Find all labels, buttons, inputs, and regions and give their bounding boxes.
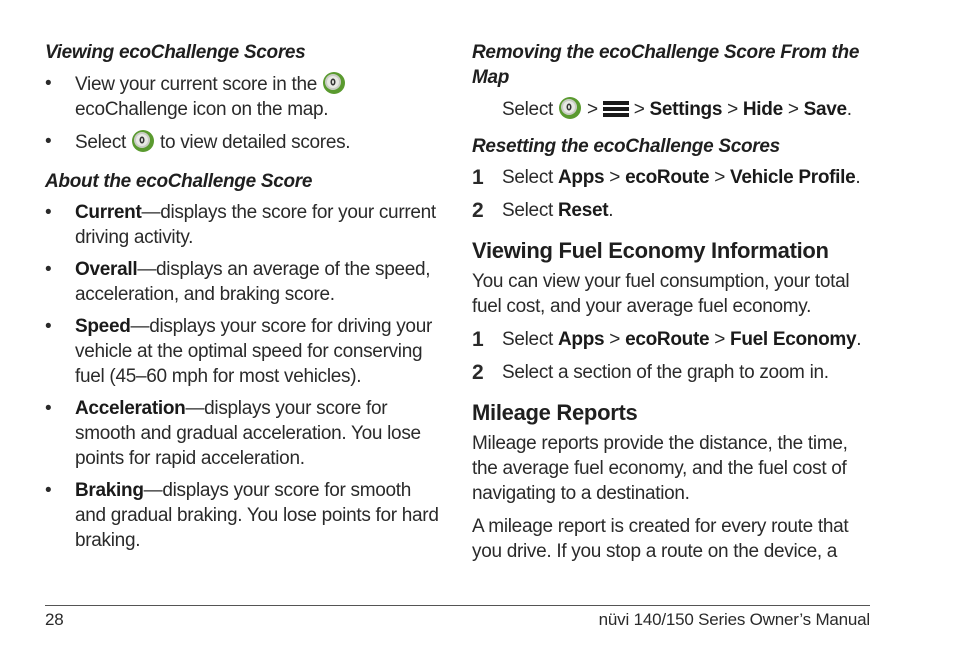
step-item: 1 Select Apps > ecoRoute > Vehicle Profile. [472, 166, 861, 189]
list-item [45, 314, 445, 389]
left-column [45, 40, 445, 560]
list-item-description: —displays the score for your current driving activity. [75, 202, 436, 248]
step-number: 1 [472, 328, 484, 351]
list-item-term: Overall [75, 259, 138, 280]
removing-instruction: Select > > Settings > Hide > Save. [472, 96, 872, 122]
fuel-steps [472, 327, 872, 385]
step-number: 2 [472, 361, 484, 384]
footer-divider [45, 605, 870, 606]
menu-path-item: Fuel Economy [730, 329, 857, 350]
mileage-reports-heading: Mileage Reports [472, 400, 638, 425]
removing-score-heading: Removing the ecoChallenge Score From the Map [472, 42, 860, 88]
list-item-term: Acceleration [75, 398, 186, 419]
list-item-description: —displays your score for driving your vehicle at the optimal speed for conserving fuel (45–60 mph for most vehicles). [75, 316, 432, 387]
page-number: 28 [45, 610, 64, 629]
list-item [45, 396, 445, 471]
menu-path-item: ecoRoute [625, 167, 710, 188]
mileage-paragraph-1: Mileage reports provide the distance, the time, the average fuel economy, and the fuel cost of navigating to a destination. [472, 433, 848, 504]
step-number: 1 [472, 166, 484, 189]
reset-steps [472, 165, 872, 223]
menu-path-item: Apps [558, 329, 605, 350]
list-item-description: —displays your score for smooth and gradual acceleration. You lose points for rapid acceleration. [75, 398, 421, 469]
mileage-paragraph-2: A mileage report is created for every route that you drive. If you stop a route on the device, a [472, 516, 849, 562]
list-item: • Select to view detailed scores. [45, 131, 351, 153]
bullet: • [45, 398, 52, 419]
list-item: • View your current score in the ecoChallenge icon on the map. [45, 71, 445, 122]
menu-path-item: ecoRoute [625, 329, 710, 350]
about-score-list [45, 200, 445, 553]
step-number: 2 [472, 199, 484, 222]
fuel-economy-text: You can view your fuel consumption, your total fuel cost, and your average fuel economy. [472, 271, 850, 317]
menu-path-item: Reset [558, 200, 609, 221]
manual-title: nüvi 140/150 Series Owner’s Manual [598, 610, 870, 629]
menu-path-item: Apps [558, 167, 605, 188]
viewing-scores-heading: Viewing ecoChallenge Scores [45, 42, 306, 63]
list-item [45, 478, 445, 553]
step-item: 2 Select a section of the graph to zoom in. [472, 361, 829, 384]
list-item-term: Speed [75, 316, 131, 337]
right-column [472, 40, 872, 564]
bullet: • [45, 259, 52, 280]
bullet: • [45, 480, 52, 501]
list-item-description: —displays your score for smooth and gradual braking. You lose points for hard braking. [75, 480, 439, 551]
ecochallenge-icon [131, 129, 155, 153]
list-item-description: —displays an average of the speed, acceleration, and braking score. [75, 259, 431, 305]
list-item-term: Current [75, 202, 142, 223]
bullet: • [45, 73, 52, 94]
bullet: • [45, 131, 52, 152]
about-score-heading: About the ecoChallenge Score [45, 171, 313, 192]
resetting-scores-heading: Resetting the ecoChallenge Scores [472, 136, 780, 157]
bullet: • [45, 202, 52, 223]
menu-icon [603, 99, 629, 119]
list-item [45, 200, 445, 250]
fuel-economy-heading: Viewing Fuel Economy Information [472, 238, 829, 263]
step-item: 1 Select Apps > ecoRoute > Fuel Economy. [472, 328, 862, 351]
menu-path-item: Vehicle Profile [730, 167, 856, 188]
list-item [45, 257, 445, 307]
bullet: • [45, 316, 52, 337]
ecochallenge-icon [558, 96, 582, 120]
ecochallenge-icon [322, 71, 346, 95]
list-item-term: Braking [75, 480, 144, 501]
step-item: 2 Select Reset. [472, 199, 614, 222]
